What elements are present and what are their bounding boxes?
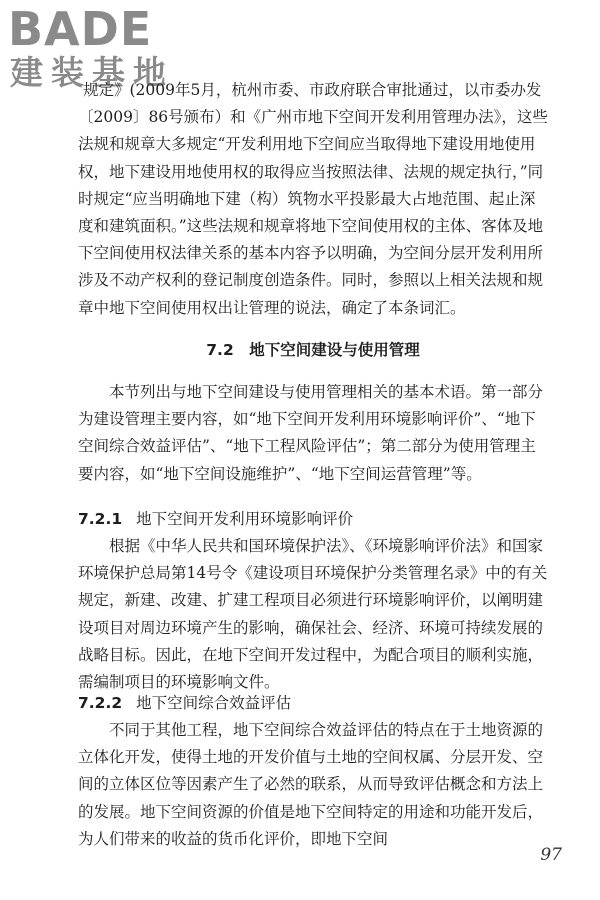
section-title: 7.2 地下空间建设与使用管理 (206, 341, 420, 359)
logo-wordmark: BADE (8, 2, 153, 56)
paragraph-environment-assessment: 根据《中华人民共和国环境保护法》、《环境影响评价法》和国家环境保护总局第14号令《建设项目环境保护分类管理名录》中的有关规定，新建、改建、扩建工程项目必须进行环境影响评价，以阐明建设项目对周边环境产生的影响，确保社会、经济、环境可持续发展的战略目标。因此，在地下空间开发过程中，为配合项目的顺利实施，需编制项目的环境影响文件。 (78, 537, 548, 692)
logo-subtitle: 建装基地 (10, 53, 174, 92)
subsection-number: 7.2.2 (78, 694, 123, 712)
subsection-title: 地下空间开发利用环境影响评价 (136, 510, 354, 528)
paragraph-benefit-assessment: 不同于其他工程，地下空间综合效益评估的特点在于土地资源的立体化开发，使得土地的开发价值与土地的空间权属、分层开发、空间的立体区位等因素产生了必然的联系，从而导致评估概念和方法上的发展。地下空间资源的价值是地下空间特定的用途和功能开发后，为人们带来的收益的货币化评价，即地下空间 (78, 721, 544, 848)
page-number: 97 (540, 845, 562, 865)
paragraph-section-intro: 本节列出与地下空间建设与使用管理相关的基本术语。第一部分为建设管理主要内容，如“地下空间开发利用环境影响评价”、“地下空间综合效益评估”、“地下工程风险评估”；第二部分为使用管理主要内容，如“地下空间设施维护”、“地下空间运营管理”等。 (78, 383, 544, 483)
subsection-title: 地下空间综合效益评估 (136, 694, 292, 712)
subsection-heading-7-2-1 (78, 506, 548, 533)
subsection-heading-7-2-2 (78, 690, 548, 717)
subsection-number: 7.2.1 (78, 510, 123, 528)
paragraph-regulations: 规定》(2009年5月，杭州市委、市政府联合审批通过，以市委办发〔2009〕86号颁布）和《广州市地下空间开发利用管理办法》，这些法规和规章大多规定“开发利用地下空间应当取得地下建设用地使用权，地下建设用地使用权的取得应当按照法律、法规的规定执行，”同时规定“应当明确地下建（构）筑物水平投影最大占地范围、起止深度和建筑面积。”这些法规和规章将地下空间使用权的主体、客体及地下空间使用权法律关系的基本内容予以明确，为空间分层开发利用所涉及不动产权利的登记制度创造条件。同时，参照以上相关法规和规章中地下空间使用权出让管理的说法，确定了本条词汇。 (78, 81, 548, 317)
